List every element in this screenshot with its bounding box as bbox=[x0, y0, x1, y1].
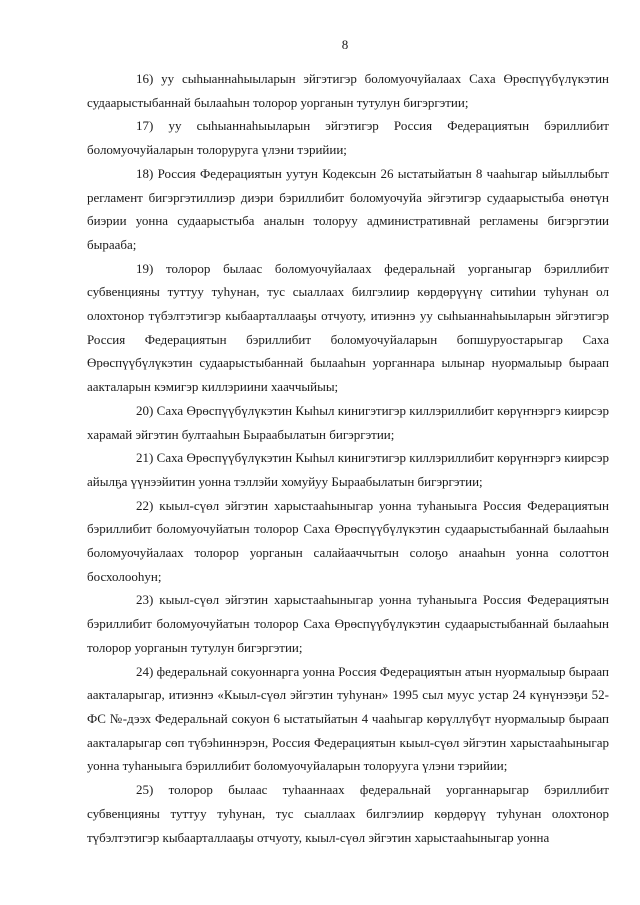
paragraph-item-17: 17) уу сыһыаннаһыыларын эйгэтигэр Россия Федерациятын бэриллибит боломуочуйаларын толоруруга үлэни тэрийии; bbox=[87, 118, 609, 158]
paragraph-item-25: 25) толорор былаас туһааннаах федеральнай уорганнарыгар бэриллибит субвенцияны туттуу туһунан, тус сыаллаах билгэлиир көрдөрүү туһунан олохтонор түбэлтэтигэр кыбаарталлааҕы отчуоту, кыыл-сүөл эйгэтин харыстааһыныгар уонна bbox=[87, 782, 609, 845]
paragraph-item-21: 21) Саха Өрөспүүбүлүкэтин Кыһыл кинигэтигэр киллэриллибит көрүҥнэргэ киирсэр айылҕа үүнээйитин уонна тэллэйи хомуйуу Быраабылатын бигэргэтии; bbox=[87, 450, 609, 489]
paragraph-item-16: 16) уу сыһыаннаһыыларын эйгэтигэр боломуочуйалаах Саха Өрөспүүбүлүкэтин судаарыстыбаннай былааһын толорор уорганын тутулун бигэргэтии; bbox=[87, 71, 609, 110]
paragraph-item-22: 22) кыыл-сүөл эйгэтин харыстааһыныгар уонна туһаныыга Россия Федерациятын бэриллибит боломуочуйатын толорор Саха Өрөспүүбүлүкэтин судаарыстыбаннай былааһын боломуочуйалаах толорор уорганын салайааччытын солоҕо анааһын уонна солоттон босхолооһун; bbox=[87, 497, 609, 584]
paragraph-item-19: 19) толорор былаас боломуочуйалаах федеральнай уорганыгар бэриллибит субвенцияны туттуу туһунан, тус сыаллаах билгэлиир көрдөрүүнү ситиһии туһунан ол олохтонор түбэлтэтигэр кыбаарталлааҕы отчуоту, итиэннэ уу сыһыаннаһыыларын эйгэтигэр Россия Федерациятын бэриллибит боломуочуйаларын бопшуруостарыгар Саха Өрөспүүбүлүкэтин судаарыстыбаннай былааһын уорганнара ылынар нуормалыыр быраап аакталарын кэмигэр киллэриини хааччыйыы; bbox=[87, 260, 609, 395]
paragraph-item-24: 24) федеральнай сокуоннарга уонна Россия Федерациятын атын нуормалыыр быраап аакталарыгар, итиэннэ «Кыыл-сүөл эйгэтин туһунан» 1995 сыл муус устар 24 күнүнээҕи 52-ФС №-дээх Федеральнай сокуон 6 ыстатыйатын 4 чааһыгар көрүллүбүт нуормалыыр быраап аакталарыгар сөп түбэһиннэрэн, Россия Федерациятын кыыл-сүөл эйгэтин харыстааһыныгар уонна туһаныыга бэриллибит боломуочуйаларын толорууга үлэни тэрийии; bbox=[87, 663, 609, 774]
paragraph-item-18: 18) Россия Федерациятын уутун Кодексын 26 ыстатыйатын 8 чааһыгар ыйыллыбыт регламент бигэргэтиллиэр диэри бэриллибит боломуочуйа эйгэтигэр судаарыстыба өнөтүн биэрии уонна судаарыстыба аналын толоруу административнай регламены бигэргэтии бырааба; bbox=[87, 165, 609, 252]
page-number: 8 bbox=[341, 37, 349, 52]
paragraph-item-20: 20) Саха Өрөспүүбүлүкэтин Кыһыл кинигэтигэр киллэриллибит көрүҥнэргэ киирсэр харамай эйгэтин бултааһын Быраабылатын бигэргэтии; bbox=[87, 402, 609, 442]
document-body bbox=[87, 67, 609, 849]
paragraph-item-23: 23) кыыл-сүөл эйгэтин харыстааһыныгар уонна туһаныыга Россия Федерациятын бэриллибит боломуочуйатын толорор Саха Өрөспүүбүлүкэтин судаарыстыбаннай былааһын толорор уорганын тутулун бигэргэтии; bbox=[87, 592, 609, 655]
